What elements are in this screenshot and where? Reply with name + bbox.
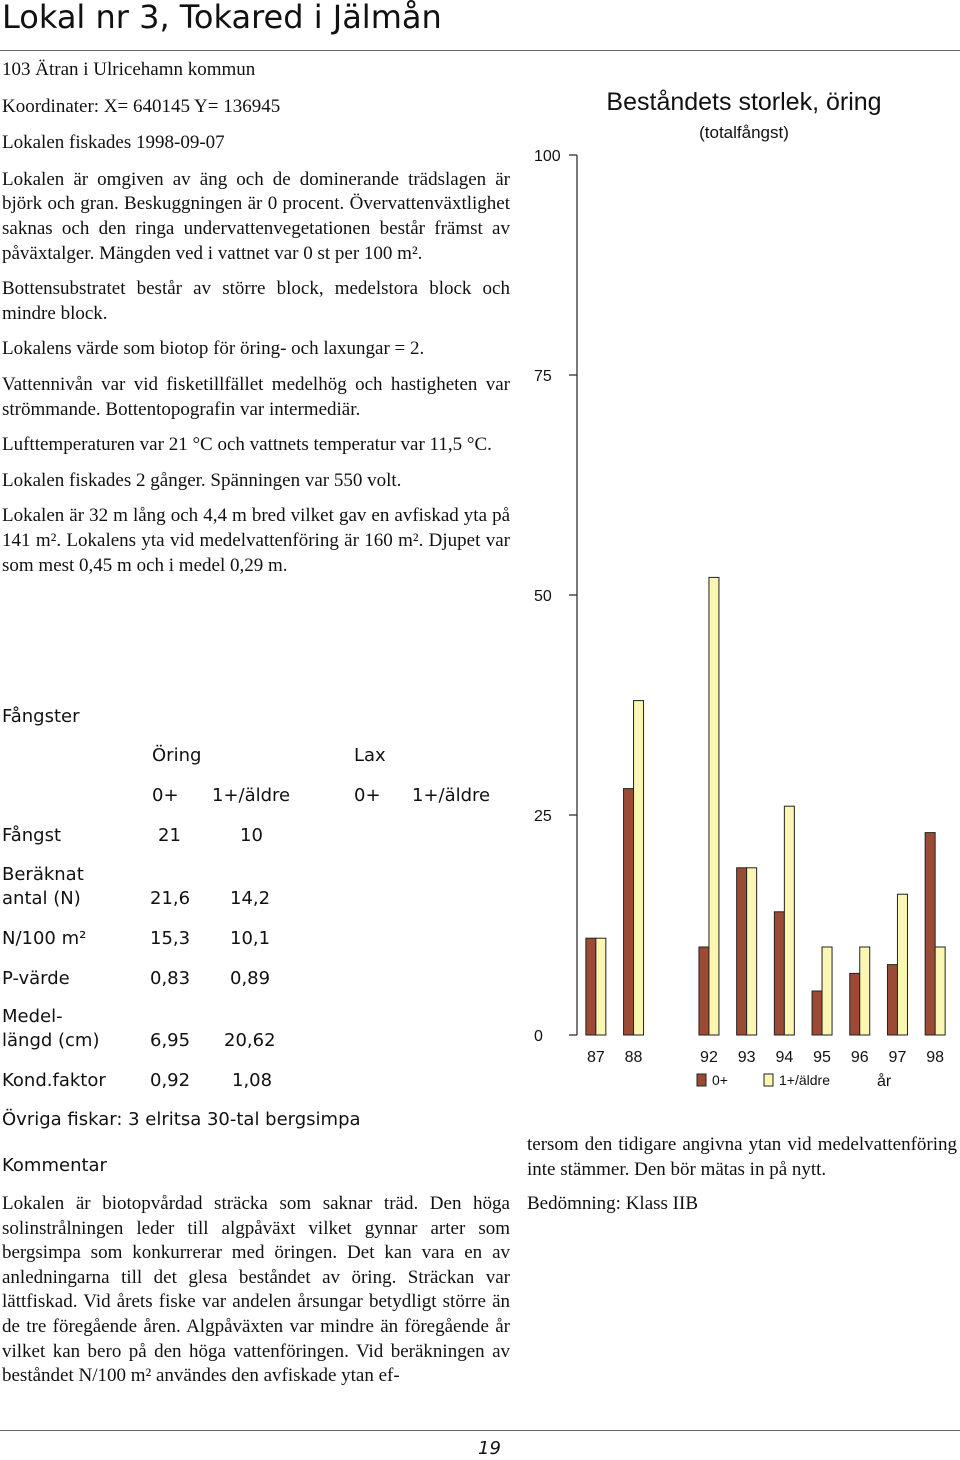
bar-age0 [737, 868, 747, 1035]
row-label: P-värde [2, 968, 70, 989]
bar-age0 [887, 965, 897, 1035]
info-substrate: Bottensubstratet består av större block, medelstora block och mindre block. [2, 278, 510, 324]
row-value: 10 [240, 825, 263, 846]
legend-label: 0+ [712, 1072, 728, 1088]
page-title: Lokal nr 3, Tokared i Jälmån [2, 0, 442, 36]
y-tick-label: 25 [534, 808, 552, 825]
bar-age0 [699, 947, 709, 1035]
header-rule [0, 50, 960, 51]
info-river: 103 Ätran i Ulricehamn kommun [2, 59, 256, 80]
bars [586, 577, 945, 1035]
bar-age1plus [596, 938, 606, 1035]
other-fish: Övriga fiskar: 3 elritsa 30-tal bergsimpa [2, 1109, 361, 1130]
x-tick-label: 88 [624, 1049, 643, 1066]
y-tick-label: 0 [534, 1028, 543, 1045]
comment-text-right: tersom den tidigare angivna ytan vid medelvattenföring inte stämmer. Den bör mätas in på nytt. [527, 1134, 957, 1180]
row-value: 15,3 [150, 928, 191, 949]
x-tick-label: 87 [586, 1049, 605, 1066]
bar-age1plus [709, 577, 719, 1035]
row-value: 0,83 [150, 968, 191, 989]
x-tick-label: 96 [850, 1049, 869, 1066]
info-water-level: Vattennivån var vid fisketillfället medelhög och hastigheten var strömmande. Bottentopografin var intermediär. [2, 373, 510, 420]
bar-age0 [586, 938, 596, 1035]
row-value: 6,95 [150, 1030, 191, 1051]
age-label: 0+ [152, 785, 179, 806]
x-tick-label: 97 [888, 1049, 907, 1066]
info-date: Lokalen fiskades 1998-09-07 [2, 132, 225, 154]
row-label: antal (N) [2, 888, 81, 909]
page-number: 19 [478, 1438, 501, 1459]
row-value: 0,89 [230, 968, 271, 989]
chart-legend [697, 1072, 892, 1090]
bar-age1plus [634, 701, 644, 1035]
row-label: Kond.faktor [2, 1070, 106, 1091]
row-label: N/100 m² [2, 928, 87, 949]
footer-rule [0, 1430, 960, 1431]
bar-age0 [774, 912, 784, 1035]
comment-right [527, 1133, 957, 1227]
legend-swatch [697, 1074, 706, 1086]
y-tick-label: 100 [534, 148, 561, 165]
assessment: Bedömning: Klass IIB [527, 1193, 698, 1215]
legend-label: 1+/äldre [779, 1072, 830, 1088]
site-info [2, 58, 510, 589]
x-axis [587, 1049, 944, 1066]
x-tick-label: 98 [926, 1049, 945, 1066]
row-value: 14,2 [230, 888, 271, 909]
row-label: Medel- [2, 1006, 63, 1027]
x-tick-label: 94 [775, 1049, 794, 1066]
info-surroundings: Lokalen är omgiven av äng och de dominerande trädslagen är björk och gran. Beskuggningen är 0 procent. Övervattenväxtlighet saknas och den ringa undervattenvegetationen består främst av påväxtalger. Mängden ved i vattnet var 0 st per 100 m². [2, 168, 510, 264]
info-temperature: Lufttemperaturen var 21 °C och vattnets temperatur var 11,5 °C. [2, 434, 492, 456]
y-tick-label: 75 [534, 368, 552, 385]
species-trout: Öring [152, 745, 202, 766]
age-label: 1+/äldre [212, 785, 291, 806]
population-chart [520, 80, 960, 1125]
row-label: Fångst [2, 825, 62, 846]
info-biotope-value: Lokalens värde som biotop för öring- och laxungar = 2. [2, 338, 425, 360]
bar-age0 [624, 789, 634, 1035]
bar-age0 [925, 833, 935, 1035]
species-salmon: Lax [354, 745, 386, 766]
row-value: 0,92 [150, 1070, 191, 1091]
info-fishing-runs: Lokalen fiskades 2 gånger. Spänningen var 550 volt. [2, 469, 402, 491]
bar-age1plus [822, 947, 832, 1035]
x-tick-label: 93 [737, 1049, 756, 1066]
row-label: Beräknat [2, 864, 84, 885]
bar-age1plus [897, 894, 907, 1035]
row-value: 1,08 [232, 1070, 273, 1091]
bar-age0 [850, 973, 860, 1035]
row-value: 20,62 [224, 1030, 276, 1051]
bar-age1plus [860, 947, 870, 1035]
info-area: Lokalen är 32 m lång och 4,4 m bred vilket gav en avfiskad yta på 141 m². Lokalens yta vid medelvattenföring är 160 m². Djupet var som mest 0,45 m och i medel 0,29 m. [2, 505, 510, 576]
row-value: 21 [158, 825, 181, 846]
chart-subtitle: (totalfångst) [699, 123, 789, 142]
info-coordinates: Koordinater: X= 640145 Y= 136945 [2, 95, 281, 117]
x-axis-label: år [877, 1073, 892, 1090]
x-tick-label: 95 [813, 1049, 831, 1066]
chart-title: Beståndets storlek, öring [606, 88, 882, 116]
catch-heading: Fångster [2, 706, 80, 727]
y-tick-label: 50 [534, 588, 552, 605]
age-label: 1+/äldre [412, 785, 491, 806]
age-label: 0+ [354, 785, 381, 806]
bar-age1plus [935, 947, 945, 1035]
bar-age1plus [784, 806, 794, 1035]
comment-heading: Kommentar [2, 1155, 107, 1176]
comment-text-left: Lokalen är biotopvårdad sträcka som saknar träd. Den höga solinstrålningen leder till algpåväxt vilket gynnar arter som bergsimpa som konkurrerar med öringen. Det kan vara en av anledningarna till det glesa beståndet av öring. Sträckan var lättfiskad. Vid årets fiske var andelen årsungar betydligt större än de tre föregående åren. Algpåväxten var mindre än föregående år vilket kan bero på den höga vattenföringen. Vid beräkningen av beståndet N/100 m² användes den avfiskade ytan ef- [2, 1193, 510, 1387]
bar-age0 [812, 991, 822, 1035]
legend-swatch [764, 1074, 773, 1086]
row-value: 21,6 [150, 888, 191, 909]
bar-age1plus [747, 868, 757, 1035]
row-value: 10,1 [230, 928, 271, 949]
catch-table [2, 706, 522, 1176]
row-label: längd (cm) [2, 1030, 100, 1051]
y-axis [534, 148, 577, 1045]
x-tick-label: 92 [700, 1049, 718, 1066]
